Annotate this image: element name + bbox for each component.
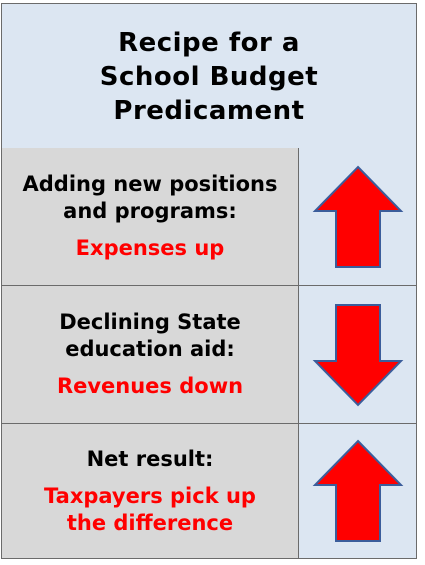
row-result-line: Expenses up xyxy=(75,236,225,260)
row-result-line: Taxpayers pick up xyxy=(44,483,256,508)
row-expenses xyxy=(2,148,416,286)
row-text-cell xyxy=(2,424,299,558)
row-revenues xyxy=(2,286,416,424)
row-net-result xyxy=(2,424,416,558)
row-result xyxy=(44,483,256,537)
row-result-line: the difference xyxy=(66,510,234,535)
row-arrow-cell xyxy=(299,286,416,423)
diagram-title xyxy=(59,26,359,128)
title-line-3: Predicament xyxy=(113,96,305,126)
arrow-up-icon xyxy=(312,438,404,544)
row-label-line: education aid: xyxy=(65,337,235,361)
row-label xyxy=(59,309,241,363)
row-label-line: and programs: xyxy=(63,199,237,223)
row-result xyxy=(57,373,243,400)
row-label-line: Declining State xyxy=(59,310,241,334)
title-cell xyxy=(2,4,416,149)
budget-table xyxy=(1,3,417,559)
row-result xyxy=(76,235,225,262)
row-label-line: Adding new positions xyxy=(22,172,278,196)
row-text-cell xyxy=(2,148,299,285)
row-arrow-cell xyxy=(299,148,416,285)
title-line-2: School Budget xyxy=(99,62,319,92)
row-result-line: Revenues down xyxy=(56,374,244,398)
title-line-1: Recipe for a xyxy=(118,28,300,58)
arrow-down-icon xyxy=(312,302,404,408)
row-arrow-cell xyxy=(299,424,416,558)
row-label-line: Net result: xyxy=(86,446,214,471)
row-text-cell xyxy=(2,286,299,423)
row-label xyxy=(87,446,214,473)
row-label xyxy=(23,171,278,225)
arrow-up-icon xyxy=(312,164,404,270)
